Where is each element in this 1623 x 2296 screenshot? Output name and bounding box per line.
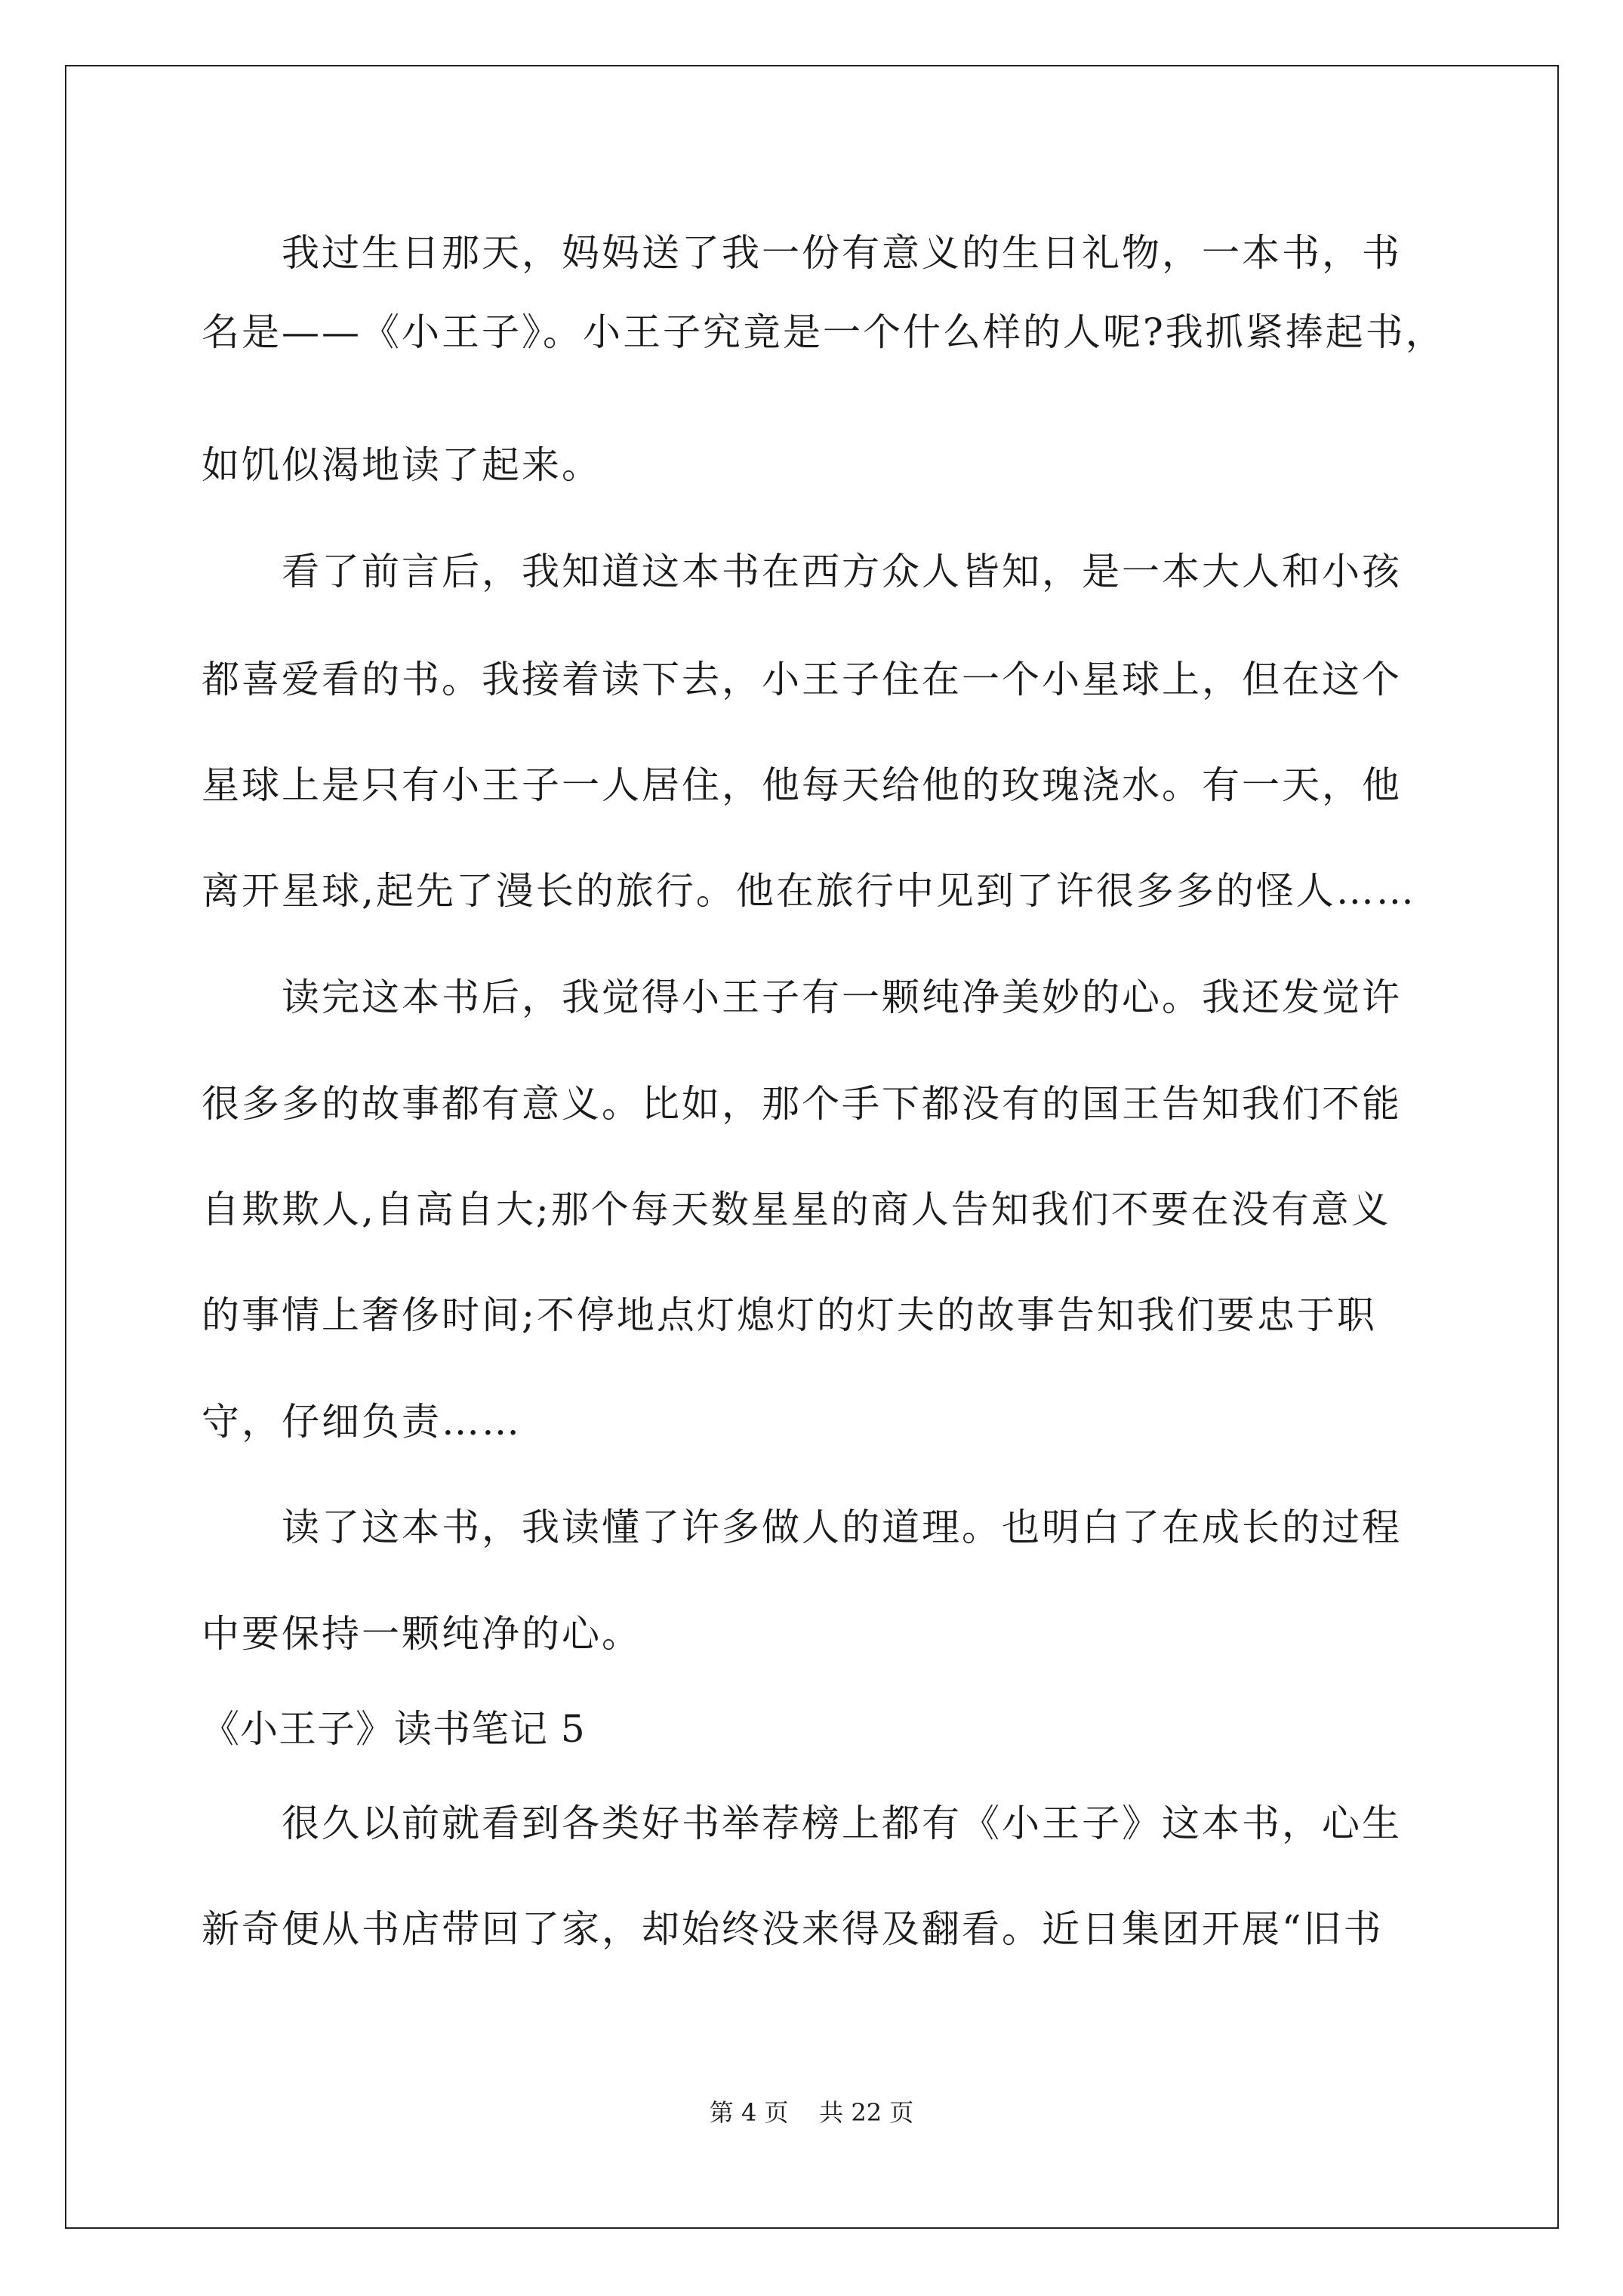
paragraph-2-line-2: 都喜爱看的书。我接着读下去，小王子住在一个小星球上，但在这个 (202, 658, 1402, 701)
paragraph-2-line-1: 看了前言后，我知道这本书在西方众人皆知，是一本大人和小孩 (282, 550, 1402, 593)
paragraph-3-line-3: 自欺欺人,自高自大;那个每天数星星的商人告知我们不要在没有意义 (202, 1188, 1391, 1231)
page-border (65, 65, 1559, 2229)
paragraph-3-line-4: 的事情上奢侈时间;不停地点灯熄灯的灯夫的故事告知我们要忠于职 (202, 1293, 1377, 1337)
paragraph-2-line-4: 离开星球,起先了漫长的旅行。他在旅行中见到了许很多多的怪人…… (202, 869, 1416, 913)
paragraph-5-line-1: 很久以前就看到各类好书举荐榜上都有《小王子》这本书，心生 (282, 1801, 1402, 1845)
paragraph-3-line-1: 读完这本书后，我觉得小王子有一颗纯净美妙的心。我还发觉许 (282, 975, 1402, 1019)
paragraph-5-line-2: 新奇便从书店带回了家，却始终没来得及翻看。近日集团开展“旧书 (202, 1907, 1384, 1951)
paragraph-4-line-1: 读了这本书，我读懂了许多做人的道理。也明白了在成长的过程 (282, 1505, 1402, 1549)
paragraph-1-line-1: 我过生日那天，妈妈送了我一份有意义的生日礼物，一本书，书 (282, 231, 1402, 275)
section-title: 《小王子》读书笔记 5 (202, 1707, 586, 1751)
paragraph-1-line-3: 如饥似渴地读了起来。 (202, 443, 602, 487)
paragraph-4-line-2: 中要保持一颗纯净的心。 (202, 1612, 642, 1656)
paragraph-2-line-3: 星球上是只有小王子一人居住，他每天给他的玫瑰浇水。有一天，他 (202, 763, 1402, 807)
page-number-footer: 第 4 页 共 22 页 (709, 2098, 914, 2127)
paragraph-3-line-2: 很多多的故事都有意义。比如，那个手下都没有的国王告知我们不能 (202, 1082, 1402, 1126)
paragraph-3-line-5: 守，仔细负责…… (202, 1400, 522, 1444)
paragraph-1-line-2: 名是——《小王子》。小王子究竟是一个什么样的人呢?我抓紧捧起书， (202, 310, 1446, 354)
